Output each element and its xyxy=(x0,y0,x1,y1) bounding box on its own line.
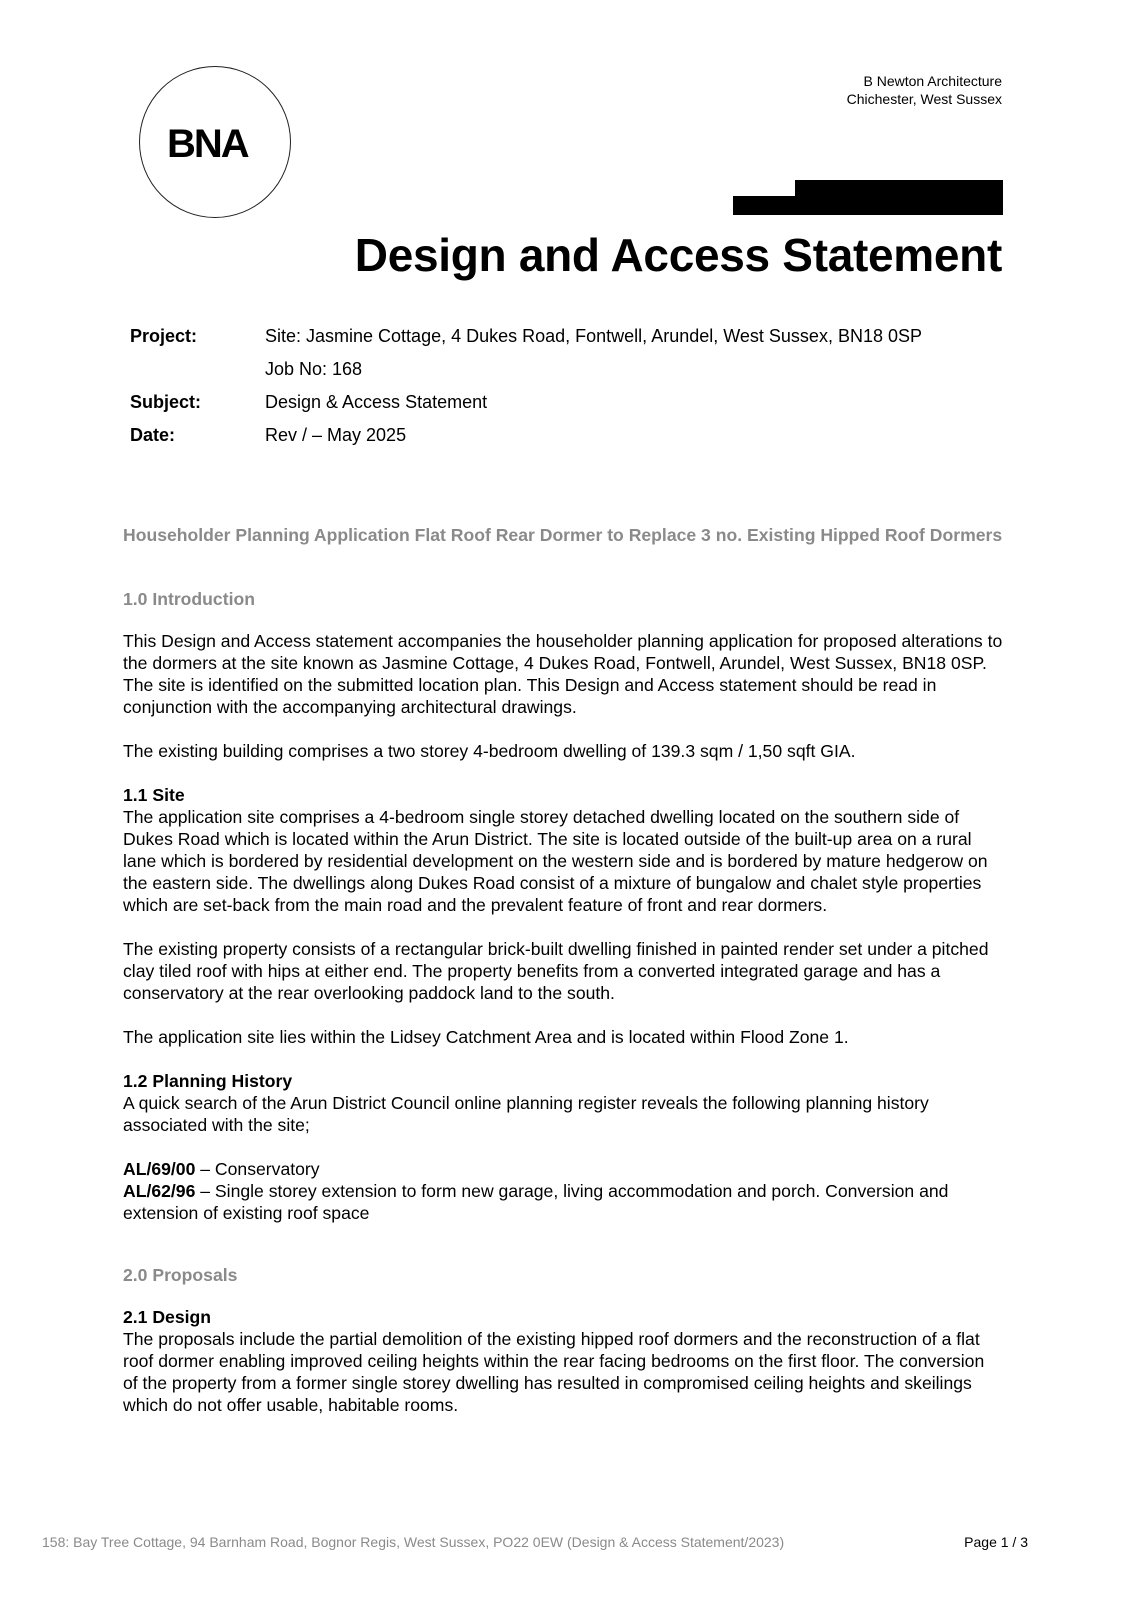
meta-row-job xyxy=(130,359,922,392)
meta-row-project xyxy=(130,326,922,359)
company-info xyxy=(847,72,1002,108)
meta-row-subject xyxy=(130,392,922,425)
meta-row-date xyxy=(130,425,922,458)
paragraph: The proposals include the partial demolition of the existing hipped roof dormers and the reconstruction of a flat roof dormer enabling improved ceiling heights within the rear facing bedrooms on the first floor. The conversion of the property from a former single storey dwelling has resulted in compromised ceiling heights and skeilings which do not offer usable, habitable rooms. xyxy=(123,1329,985,1415)
meta-value: Design & Access Statement xyxy=(265,392,488,412)
history-desc: – Single storey extension to form new garage, living accommodation and porch. Conversion and extension of existing roof space xyxy=(123,1181,949,1223)
page-title: Design and Access Statement xyxy=(354,229,1002,281)
history-desc: – Conservatory xyxy=(195,1159,320,1179)
paragraph: This Design and Access statement accompanies the householder planning application for proposed alterations to the dormers at the site known as Jasmine Cottage, 4 Dukes Road, Fontwell, Arundel, West Sussex, BN18 0SP. The site is identified on the submitted location plan. This Design and Access statement should be read in conjunction with the accompanying architectural drawings. xyxy=(123,631,1003,717)
section-heading: 2.0 Proposals xyxy=(123,1265,238,1285)
section-heading: 1.0 Introduction xyxy=(123,589,255,609)
meta-label-empty xyxy=(130,359,265,392)
list-item xyxy=(123,1158,1003,1180)
history-ref: AL/62/96 xyxy=(123,1181,196,1201)
paragraph: The application site comprises a 4-bedroom single storey detached dwelling located on the southern side of Dukes Road which is located within the Arun District. The site is located outside of the built-up area on a rural lane which is bordered by residential development on the western side and is bordered by mature hedgerow on the eastern side. The dwellings along Dukes Road consist of a mixture of bungalow and chalet style properties which are set-back from the main road and the prevalent feature of front and rear dormers. xyxy=(123,807,988,915)
history-list xyxy=(123,1158,1003,1224)
meta-value: Site: Jasmine Cottage, 4 Dukes Road, Fontwell, Arundel, West Sussex, BN18 0SP xyxy=(265,326,922,346)
list-item xyxy=(123,1180,1003,1224)
paragraph: The existing building comprises a two storey 4-bedroom dwelling of 139.3 sqm / 1,50 sqft GIA. xyxy=(123,741,856,761)
meta-value: Job No: 168 xyxy=(265,359,363,379)
redaction-bar xyxy=(733,196,1003,215)
bna-logo-mark xyxy=(167,122,263,162)
company-location: Chichester, West Sussex xyxy=(846,91,1002,107)
meta-value: Rev / – May 2025 xyxy=(265,425,407,445)
document-body xyxy=(123,524,1003,1438)
subsection-heading: 2.1 Design xyxy=(123,1307,212,1327)
meta-label: Date: xyxy=(130,425,176,445)
history-ref: AL/69/00 xyxy=(123,1159,196,1179)
subsection-heading: 1.1 Site xyxy=(123,785,185,805)
paragraph: The application site lies within the Lidsey Catchment Area and is located within Flood Zone 1. xyxy=(123,1027,849,1047)
footer-address: 158: Bay Tree Cottage, 94 Barnham Road, Bognor Regis, West Sussex, PO22 0EW (Design & Access Statement/2023) xyxy=(42,1534,785,1550)
meta-label: Project: xyxy=(130,326,198,346)
paragraph: The existing property consists of a rectangular brick-built dwelling finished in painted render set under a pitched clay tiled roof with hips at either end. The property benefits from a converted integrated garage and has a conservatory at the rear overlooking paddock land to the south. xyxy=(123,939,989,1003)
page-footer xyxy=(42,1534,1028,1550)
page-number: Page 1 / 3 xyxy=(964,1534,1028,1550)
company-logo xyxy=(139,66,291,218)
logo-text: BNA xyxy=(167,122,248,162)
application-title: Householder Planning Application Flat Roof Rear Dormer to Replace 3 no. Existing Hipped Roof Dormers xyxy=(123,525,1003,545)
company-name: B Newton Architecture xyxy=(863,73,1002,89)
paragraph: A quick search of the Arun District Council online planning register reveals the following planning history associated with the site; xyxy=(123,1093,929,1135)
meta-label: Subject: xyxy=(130,392,202,412)
subsection-heading: 1.2 Planning History xyxy=(123,1071,293,1091)
document-meta xyxy=(130,326,922,458)
